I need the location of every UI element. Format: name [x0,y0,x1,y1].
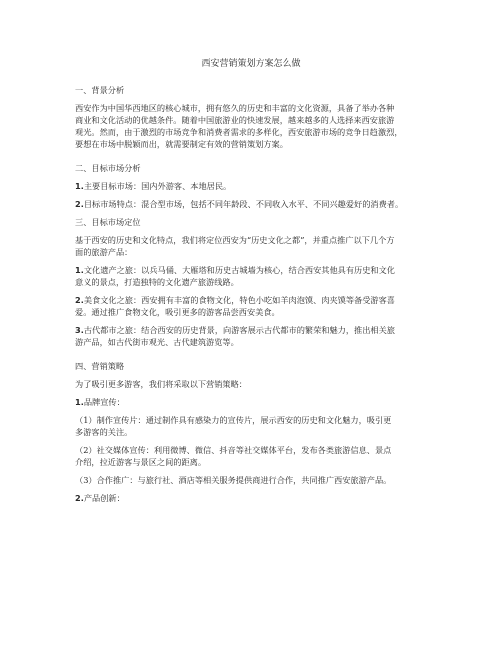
paragraph-line [75,235,395,246]
line-text: 三、目标市场定位 [75,217,141,227]
paragraph-line [75,379,247,390]
line-text: 产品创新： [83,493,125,503]
line-text: 介绍，拉近游客与景区之间的距离。 [75,457,207,467]
section-heading-positioning [75,217,141,228]
line-text: （3）合作推广：与旅行社、酒店等相关服务提供商进行合作，共同推广西安旅游产品。 [75,475,392,485]
list-item [75,181,231,192]
line-text: 文化遗产之旅：以兵马俑、大雁塔和历史古城墙为核心，结合西安其他具有历史和文化 [83,265,395,275]
list-number: 2. [75,493,84,503]
section-heading-strategy [75,361,124,372]
list-item [75,199,403,210]
line-text: 面的旅游产品： [75,247,133,257]
list-number: 1. [75,397,84,407]
list-item [75,265,395,276]
line-text: （2）社交媒体宣传：利用微博、微信、抖音等社交媒体平台，发布各类旅游信息、景点 [75,445,392,455]
line-text: 主要目标市场：国内外游客、本地居民。 [83,181,232,191]
section-heading-target-market [75,163,141,174]
line-text: 爱。通过推广食物文化，吸引更多的游客品尝西安美食。 [75,307,280,317]
line-text: 观光。然而，由于激烈的市场竞争和消费者需求的多样化，西安旅游市场的竞争日趋激烈， [75,127,403,137]
list-number: 1. [75,265,84,275]
line-text: 品牌宣传： [83,397,125,407]
list-item-continuation [75,277,239,288]
list-number: 2. [75,199,84,209]
list-item [75,397,125,408]
paragraph-line [75,139,288,150]
line-text: 游产品，如古代街市观光、古代建筑游览等。 [75,337,239,347]
list-number: 2. [75,295,84,305]
line-text: 意义的景点，打造独特的文化遗产旅游线路。 [75,277,239,287]
sub-item [75,445,391,456]
document-title: 西安营销策划方案怎么做 [201,59,301,69]
list-item [75,295,395,306]
section-heading-background [75,85,124,96]
paragraph-line [75,115,394,126]
sub-item [75,475,391,486]
line-text: 多游客的关注。 [75,427,133,437]
line-text: 目标市场特点：混合型市场，包括不同年龄段、不同收入水平、不同兴趣爱好的消费者。 [83,199,404,209]
sub-item-continuation [75,457,206,468]
line-text: 一、背景分析 [75,85,125,95]
paragraph-line [75,103,394,114]
paragraph-line [75,247,132,258]
line-text: 为了吸引更多游客，我们将采取以下营销策略： [75,379,247,389]
list-number: 1. [75,181,84,191]
list-number: 3. [75,325,84,335]
line-text: 四、营销策略 [75,361,125,371]
line-text: 西安作为中国华西地区的核心城市，拥有悠久的历史和丰富的文化资源，具备了举办各种 [75,103,395,113]
line-text: 美食文化之旅：西安拥有丰富的食物文化，特色小吃如羊肉泡馍、肉夹馍等备受游客喜 [83,295,395,305]
sub-item [75,415,391,426]
list-item-continuation [75,307,280,318]
line-text: 古代都市之旅：结合西安的历史背景，向游客展示古代都市的繁荣和魅力，推出相关旅 [83,325,395,335]
list-item [75,325,395,336]
list-item [75,493,125,504]
paragraph-line [75,127,403,138]
sub-item-continuation [75,427,132,438]
line-text: 商业和文化活动的优越条件。随着中国旅游业的快速发展，越来越多的人选择来西安旅游 [75,115,395,125]
line-text: 要想在市场中脱颖而出，就需要制定有效的营销策划方案。 [75,139,288,149]
line-text: （1）制作宣传片：通过制作具有感染力的宣传片，展示西安的历史和文化魅力，吸引更 [75,415,392,425]
line-text: 二、目标市场分析 [75,163,141,173]
line-text: 基于西安的历史和文化特点，我们将定位西安为“历史文化之都”，并重点推广以下几个方 [75,235,395,245]
list-item-continuation [75,337,239,348]
